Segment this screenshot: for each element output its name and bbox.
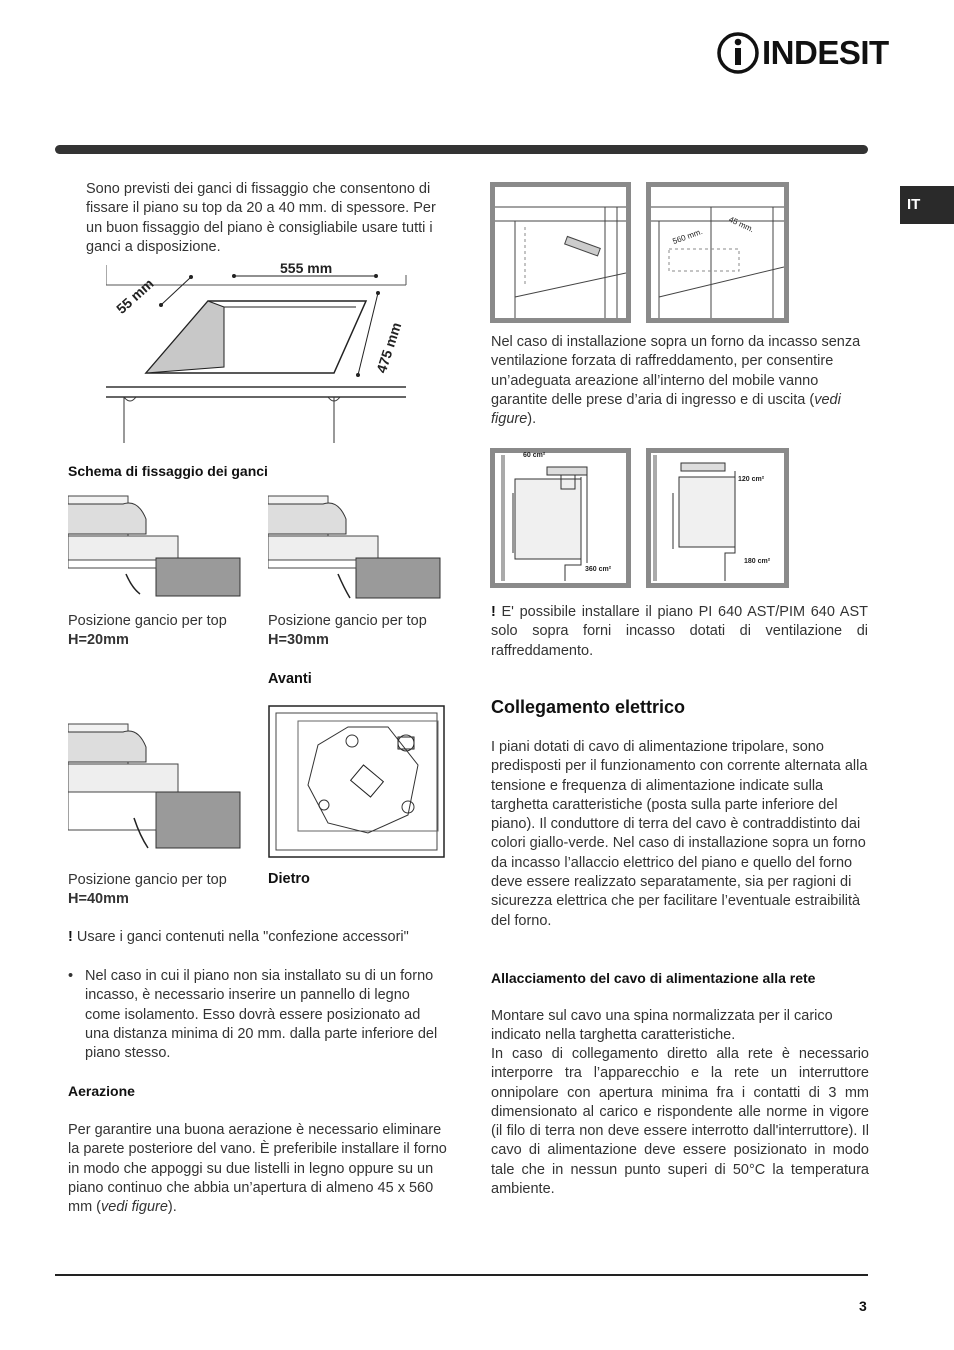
aerazione-title: Aerazione (68, 1083, 135, 1099)
brand-name: INDESIT (762, 34, 889, 71)
schema-title: Schema di fissaggio dei ganci (68, 463, 268, 479)
dimension-475: 475 mm (373, 320, 405, 375)
hook-figure-30 (268, 494, 446, 604)
fig-label-60: 60 cm² (523, 452, 546, 459)
label-dietro: Dietro (268, 871, 310, 887)
cabinet-figure-1 (490, 182, 631, 323)
bullet-text: Nel caso in cui il piano non sia installato su di un forno incasso, è necessario inserire un pannello di legno come isolamento. Esso dovrà essere posizionato ad una distanza minima di 20 mm. dalla parte inferiore del piano stesso. (85, 968, 438, 1062)
ventilation-drawing-1 (495, 453, 626, 583)
allacciamento-text-1: Montare sul cavo una spina normalizzata per il carico indicato nella targhetta caratteristiche. (491, 1008, 833, 1044)
language-tab: IT (900, 186, 954, 224)
aerazione-text: Per garantire una buona aerazione è necessario eliminare la parete posteriore del vano. È preferibile installare il forno in modo che appoggi su due listelli in legno oppure su un piano continuo che abbia un’apertura di almeno 45 x 560 mm (vedi figure). (68, 1122, 447, 1216)
hook-caption-40: Posizione gancio per top H=40mm (68, 872, 227, 908)
intro-text: Sono previsti dei ganci di fissaggio che consentono di fissare il piano su top da 20 a 40 mm. di spessore. Per un buon fissaggio del piano è consigliabile usare tutti i ganci a disposizione. (86, 181, 436, 255)
fig-label-180: 180 cm² (744, 558, 771, 565)
page-number: 3 (859, 1298, 867, 1314)
note-accessori: ! Usare i ganci contenuti nella "confezione accessori" (68, 929, 409, 945)
hook-caption-30: Posizione gancio per top H=30mm (268, 613, 427, 649)
cabinet-drawing-1 (495, 187, 626, 318)
warning-text: ! E' possibile installare il piano PI 640 AST/PIM 640 AST solo sopra forni incasso dotati di ventilazione di raffreddamento. (491, 604, 868, 659)
allacciamento-text-2: In caso di collegamento diretto alla rete è necessario interporre tra l’apparecchio e la rete un interruttore onnipolare con apertura minima fra i contatti di 3 mm dimensionato al carico e rispondente alle norme in vigore (il filo di terra non deve essere interrotto dall'interruttore). Il cavo di alimentazione deve essere posizionato in modo tale che in nessun punto superi di 50°C la temperatura ambiente. (491, 1046, 869, 1198)
hook-figure-40 (68, 722, 246, 852)
label-avanti: Avanti (268, 671, 312, 687)
allacciamento-title: Allacciamento del cavo di alimentazione alla rete (491, 970, 816, 986)
fig-label-45: 45 mm. (727, 214, 756, 235)
logo-i-icon (716, 31, 760, 75)
fig-label-560: 560 mm. (671, 226, 704, 247)
hob-dimension-diagram (106, 265, 411, 445)
collegamento-title: Collegamento elettrico (491, 697, 686, 717)
collegamento-text: I piani dotati di cavo di alimentazione tripolare, sono predisposti per il funzionamento con corrente alternata alla tensione e frequenza di alimentazione indicate sulla targhetta caratteristiche (posta sulla parte inferiore del piano). Il conduttore di terra del cavo è contraddistinto dai colori giallo-verde. Nel caso di installazione sopra un forno da incasso l’allaccio elettrico del piano e quello del forno deve essere realizzato separatamente, sia per ragioni di sicurezza elettrica che per facilitare l’eventuale estraibilità del forno. (491, 739, 868, 929)
top-rule (55, 145, 868, 154)
fig-label-360: 360 cm² (585, 566, 612, 573)
forno-text: Nel caso di installazione sopra un forno da incasso senza ventilazione forzata di raffreddamento, per consentire un’adeguata areazione all’interno del mobile vanno garantite delle prese d’aria di ingresso e di uscita (vedi figure). (491, 334, 861, 428)
hook-caption-20: Posizione gancio per top H=20mm (68, 613, 227, 649)
ventilation-figure-2 (646, 448, 789, 588)
hob-top-view (268, 705, 446, 859)
bullet-mark: • (68, 968, 74, 984)
cabinet-figure-2 (646, 182, 789, 323)
cabinet-drawing-2 (651, 187, 784, 318)
dimension-55: 55 mm (113, 275, 157, 317)
dimension-555: 555 mm (280, 260, 333, 276)
bottom-rule (55, 1274, 868, 1276)
fig-label-120: 120 cm² (738, 476, 765, 483)
hook-figure-20 (68, 494, 246, 604)
